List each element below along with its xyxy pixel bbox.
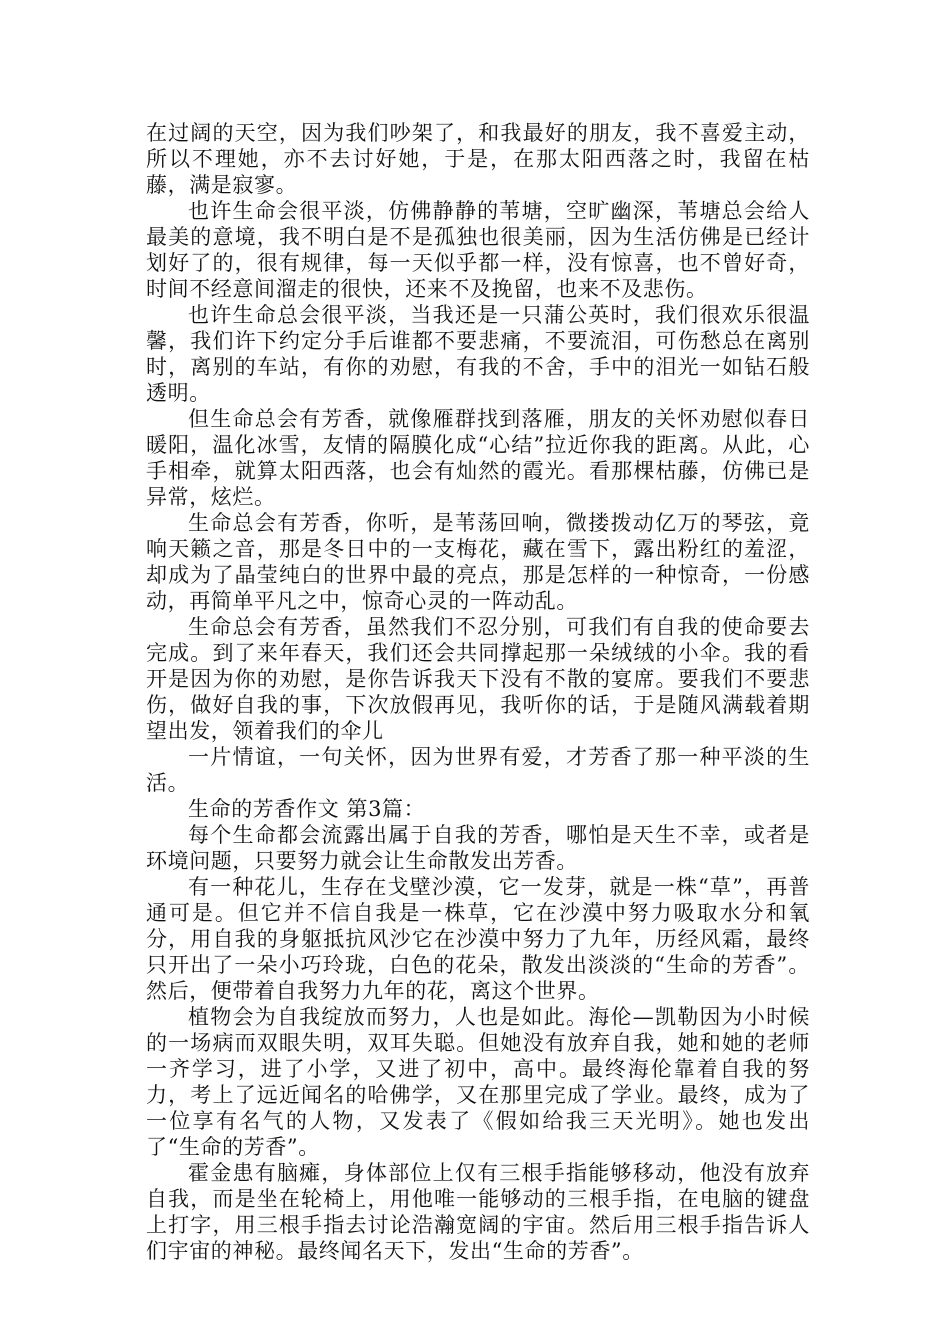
document-body: [146, 120, 810, 1264]
paragraph: 有一种花儿，生存在戈壁沙漠，它一发芽，就是一株“草”，再普通可是。但它并不信自我是一株草，它在沙漠中努力吸取水分和氧分，用自我的身躯抵抗风沙它在沙漠中努力了九年，历经风霜，最终只开出了一朵小巧玲珑，白色的花朵，散发出淡淡的“生命的芳香”。然后，便带着自我努力九年的花，离这个世界。: [146, 875, 810, 1003]
section-heading: 生命的芳香作文 第3篇：: [188, 797, 426, 821]
paragraph: 生命总会有芳香，你听，是苇荡回响，微搂拨动亿万的琴弦，竟响天籁之音，那是冬日中的一支梅花，藏在雪下，露出粉红的羞涩，却成为了晶莹纯白的世界中最的亮点，那是怎样的一种惊奇，一份感动，再简单平凡之中，惊奇心灵的一阵动乱。: [146, 511, 810, 613]
paragraph: 也许生命总会很平淡，当我还是一只蒲公英时，我们很欢乐很温馨，我们许下约定分手后谁都不要悲痛，不要流泪，可伤愁总在离别时，离别的车站，有你的劝慰，有我的不舍，手中的泪光一如钻石般透明。: [146, 303, 810, 405]
paragraph: 在过阔的天空，因为我们吵架了，和我最好的朋友，我不喜爱主动，所以不理她，亦不去讨好她，于是，在那太阳西落之时，我留在枯藤，满是寂寥。: [146, 121, 810, 197]
paragraph: 但生命总会有芳香，就像雁群找到落雁，朋友的关怀劝慰似春日暖阳，温化冰雪，友情的隔膜化成“心结”拉近你我的距离。从此，心手相牵，就算太阳西落，也会有灿然的霞光。看那棵枯藤，仿佛已是异常，炫烂。: [146, 407, 810, 509]
paragraph: 每个生命都会流露出属于自我的芳香，哪怕是天生不幸，或者是环境问题，只要努力就会让生命散发出芳香。: [146, 823, 810, 873]
paragraph: 霍金患有脑瘫，身体部位上仅有三根手指能够移动，他没有放弃自我，而是坐在轮椅上，用他唯一能够动的三根手指，在电脑的键盘上打字，用三根手指去讨论浩瀚宽阔的宇宙。然后用三根手指告诉人们宇宙的神秘。最终闻名天下，发出“生命的芳香”。: [146, 1161, 810, 1263]
paragraph: 也许生命会很平淡，仿佛静静的苇塘，空旷幽深，苇塘总会给人最美的意境，我不明白是不是孤独也很美丽，因为生活仿佛是已经计划好了的，很有规律，每一天似乎都一样，没有惊喜，也不曾好奇，时间不经意间溜走的很快，还来不及挽留，也来不及悲伤。: [146, 199, 810, 301]
paragraph: 一片情谊，一句关怀，因为世界有爱，才芳香了那一种平淡的生活。: [146, 745, 810, 795]
paragraph: 植物会为自我绽放而努力，人也是如此。海伦—凯勒因为小时候的一场病而双眼失明，双耳失聪。但她没有放弃自我，她和她的老师一齐学习，进了小学，又进了初中，高中。最终海伦靠着自我的努力，考上了远近闻名的哈佛学，又在那里完成了学业。最终，成为了一位享有名气的人物，又发表了《假如给我三天光明》。她也发出了“生命的芳香”。: [146, 1005, 810, 1159]
paragraph: 生命总会有芳香，虽然我们不忍分别，可我们有自我的使命要去完成。到了来年春天，我们还会共同撑起那一朵绒绒的小伞。我的看开是因为你的劝慰，是你告诉我天下没有不散的宴席。要我们不要悲伤，做好自我的事，下次放假再见，我听你的话，于是随风满载着期望出发，领着我们的伞儿: [146, 615, 810, 743]
